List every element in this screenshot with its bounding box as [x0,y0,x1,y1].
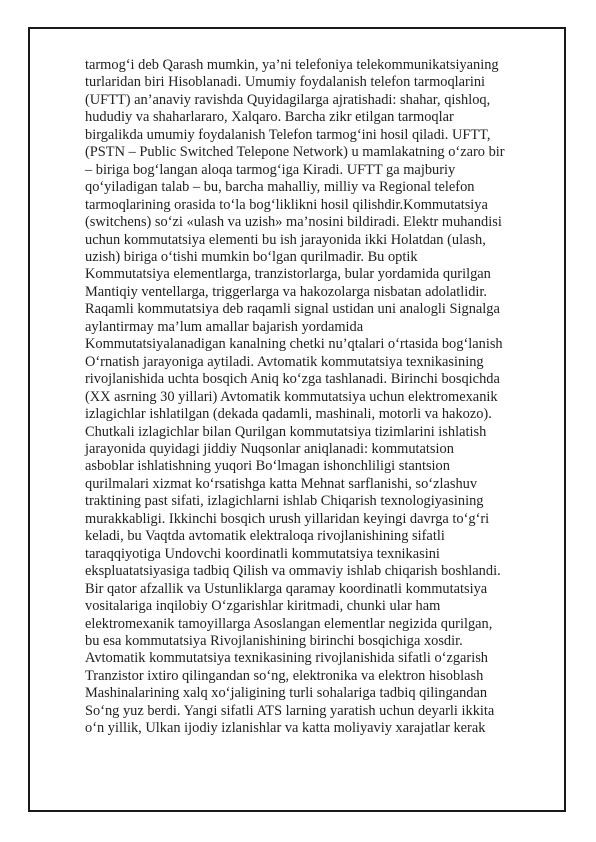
text-line: bu esa kommutatsiya Rivojlanishining birinchi bosqichiga xosdir. [85,632,463,649]
text-line: o‘n yillik, Ulkan ijodiy izlanishlar va katta moliyaviy xarajatlar kerak [85,720,486,737]
text-line: Mantiqiy ventellarga, triggerlarga va hakozolarga nisbatan adolatlidir. [85,283,488,300]
text-line: keladi, bu Vaqtda avtomatik elektraloqa rivojlanishining sifatli [85,528,445,545]
text-line: Mashinalarining xalq xo‘jaligining turli sohalariga tadbiq qilingandan [85,685,488,702]
text-line: traktining past sifati, izlagichlarni ishlab Chiqarish texnologiyasining [85,493,484,510]
text-line: O‘rnatish jarayoniga aytiladi. Avtomatik kommutatsiya texnikasining [85,353,484,370]
text-line: murakkabligi. Ikkinchi bosqich urush yillaridan keyingi davrga to‘g‘ri [85,510,490,527]
text-line: qo‘yiladigan talab – bu, barcha mahalliy, milliy va Regional telefon [85,179,475,196]
text-line: uchun kommutatsiya elementi bu ish jarayonida ikki Holatdan (ulash, [85,231,486,248]
text-line: turlaridan biri Hisoblanadi. Umumiy foydalanish telefon tarmoqlarini [85,74,486,91]
text-line: Bir qator afzallik va Ustunliklarga qaramay koordinatli kommutatsiya [85,580,488,597]
text-line: qurilmalari xizmat ko‘rsatishga katta Mehnat sarflanishi, so‘zlashuv [85,475,478,492]
text-line: aylantirmay ma’lum amallar bajarish yordamida [85,318,364,335]
text-line: – biriga bog‘langan aloqa tarmog‘iga Kiradi. UFTT ga majburiy [85,161,456,178]
text-line: (XX asrning 30 yillari) Avtomatik kommutatsiya uchun elektromexanik [85,388,498,405]
text-line: taraqqiyotiga Undovchi koordinatli kommutatsiya texnikasini [85,545,440,562]
text-line: hududiy va shaharlararo, Xalqaro. Barcha zikr etilgan tarmoqlar [85,109,454,126]
text-line: Kommutatsiya elementlarga, tranzistorlarga, bular yordamida qurilgan [85,266,491,283]
text-line: Tranzistor ixtiro qilingandan so‘ng, elektronika va elektron hisoblash [85,667,484,684]
text-line: Avtomatik kommutatsiya texnikasining rivojlanishida sifatli o‘zgarish [85,650,489,667]
text-line: (PSTN – Public Switched Telepone Network) u mamlakatning o‘zaro bir [85,144,505,161]
text-line: Chutkali izlagichlar bilan Qurilgan kommutatsiya tizimlarini ishlatish [85,423,487,440]
text-line: tarmog‘i deb Qarash mumkin, ya’ni telefoniya telekommunikatsiyaning [85,57,499,73]
text-line: izlagichlar ishlatilgan (dekada qadamli, mashinali, motorli va hakozo). [85,406,492,423]
text-line: uzish) biriga o‘tishi mumkin bo‘lgan qurilmadir. Bu optik [85,248,418,265]
text-line: jarayonida quyidagi jiddiy Nuqsonlar aniqlanadi: kommutatsion [85,440,454,457]
document-body [85,57,559,738]
text-line: Raqamli kommutatsiya deb raqamli signal ustidan uni analogli Signalga [85,301,500,318]
text-line: vositalariga inqilobiy O‘zgarishlar kiritmadi, chunki ular ham [85,598,441,615]
text-line: rivojlanishida uchta bosqich Aniq ko‘zga tashlanadi. Birinchi bosqichda [85,371,500,388]
text-line: So‘ng yuz berdi. Yangi sifatli ATS larning yaratish uchun deyarli ikkita [85,702,495,719]
text-line: (UFTT) an’anaviy ravishda Quyidagilarga ajratishadi: shahar, qishloq, [85,91,491,108]
text-line: Kommutatsiyalanadigan kanalning chetki nu’qtalari o‘rtasida bog‘lanish [85,336,503,353]
text-line: elektromexanik tamoyillarga Asoslangan elementlar negizida qurilgan, [85,615,493,632]
text-line: (switchens) so‘zi «ulash va uzish» ma’nosini bildiradi. Elektr muhandisi [85,214,502,231]
text-line: birgalikda umumiy foydalanish Telefon tarmog‘ini hosil qiladi. UFTT, [85,126,491,143]
text-line: tarmoqlarining orasida to‘la bog‘liklikni hosil qilishdir.Kommutatsiya [85,196,488,213]
text-line: ekspluatatsiyasiga tadbiq Qilish va ommaviy ishlab chiqarish boshlandi. [85,563,501,580]
text-line: asboblar ishlatishning yuqori Bo‘lmagan ishonchliligi stantsion [85,458,450,475]
